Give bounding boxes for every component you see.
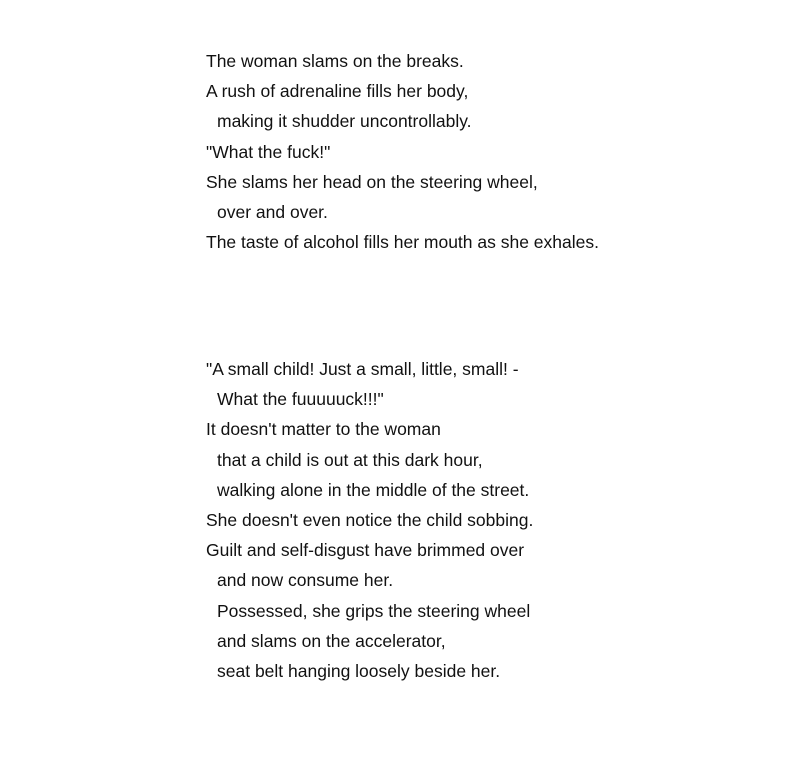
poem-stanza-2 [206, 354, 533, 686]
poem-line: A rush of adrenaline fills her body, [206, 81, 469, 102]
poem-line: What the fuuuuuck!!!" [217, 389, 384, 410]
poem-line: "What the fuck!" [206, 141, 331, 162]
poem-line: The taste of alcohol fills her mouth as she exhales. [206, 232, 599, 253]
poem-line: She doesn't even notice the child sobbing. [206, 509, 534, 530]
poem-line: making it shudder uncontrollably. [217, 111, 472, 132]
poem-line: and slams on the accelerator, [217, 630, 446, 651]
poem-line: that a child is out at this dark hour, [217, 449, 483, 470]
poem-line: seat belt hanging loosely beside her. [217, 660, 501, 681]
poem-line: Possessed, she grips the steering wheel [217, 600, 531, 621]
poem-line: and now consume her. [217, 570, 394, 591]
poem-line: over and over. [217, 201, 328, 222]
poem-line: "A small child! Just a small, little, small! - [206, 359, 519, 379]
poem-line: walking alone in the middle of the street. [217, 479, 530, 500]
poem-line: It doesn't matter to the woman [206, 419, 441, 440]
poem-line: Guilt and self-disgust have brimmed over [206, 540, 525, 561]
poem-line: The woman slams on the breaks. [206, 51, 464, 71]
poem-stanza-1 [206, 46, 599, 257]
poem-line: She slams her head on the steering wheel, [206, 171, 538, 192]
